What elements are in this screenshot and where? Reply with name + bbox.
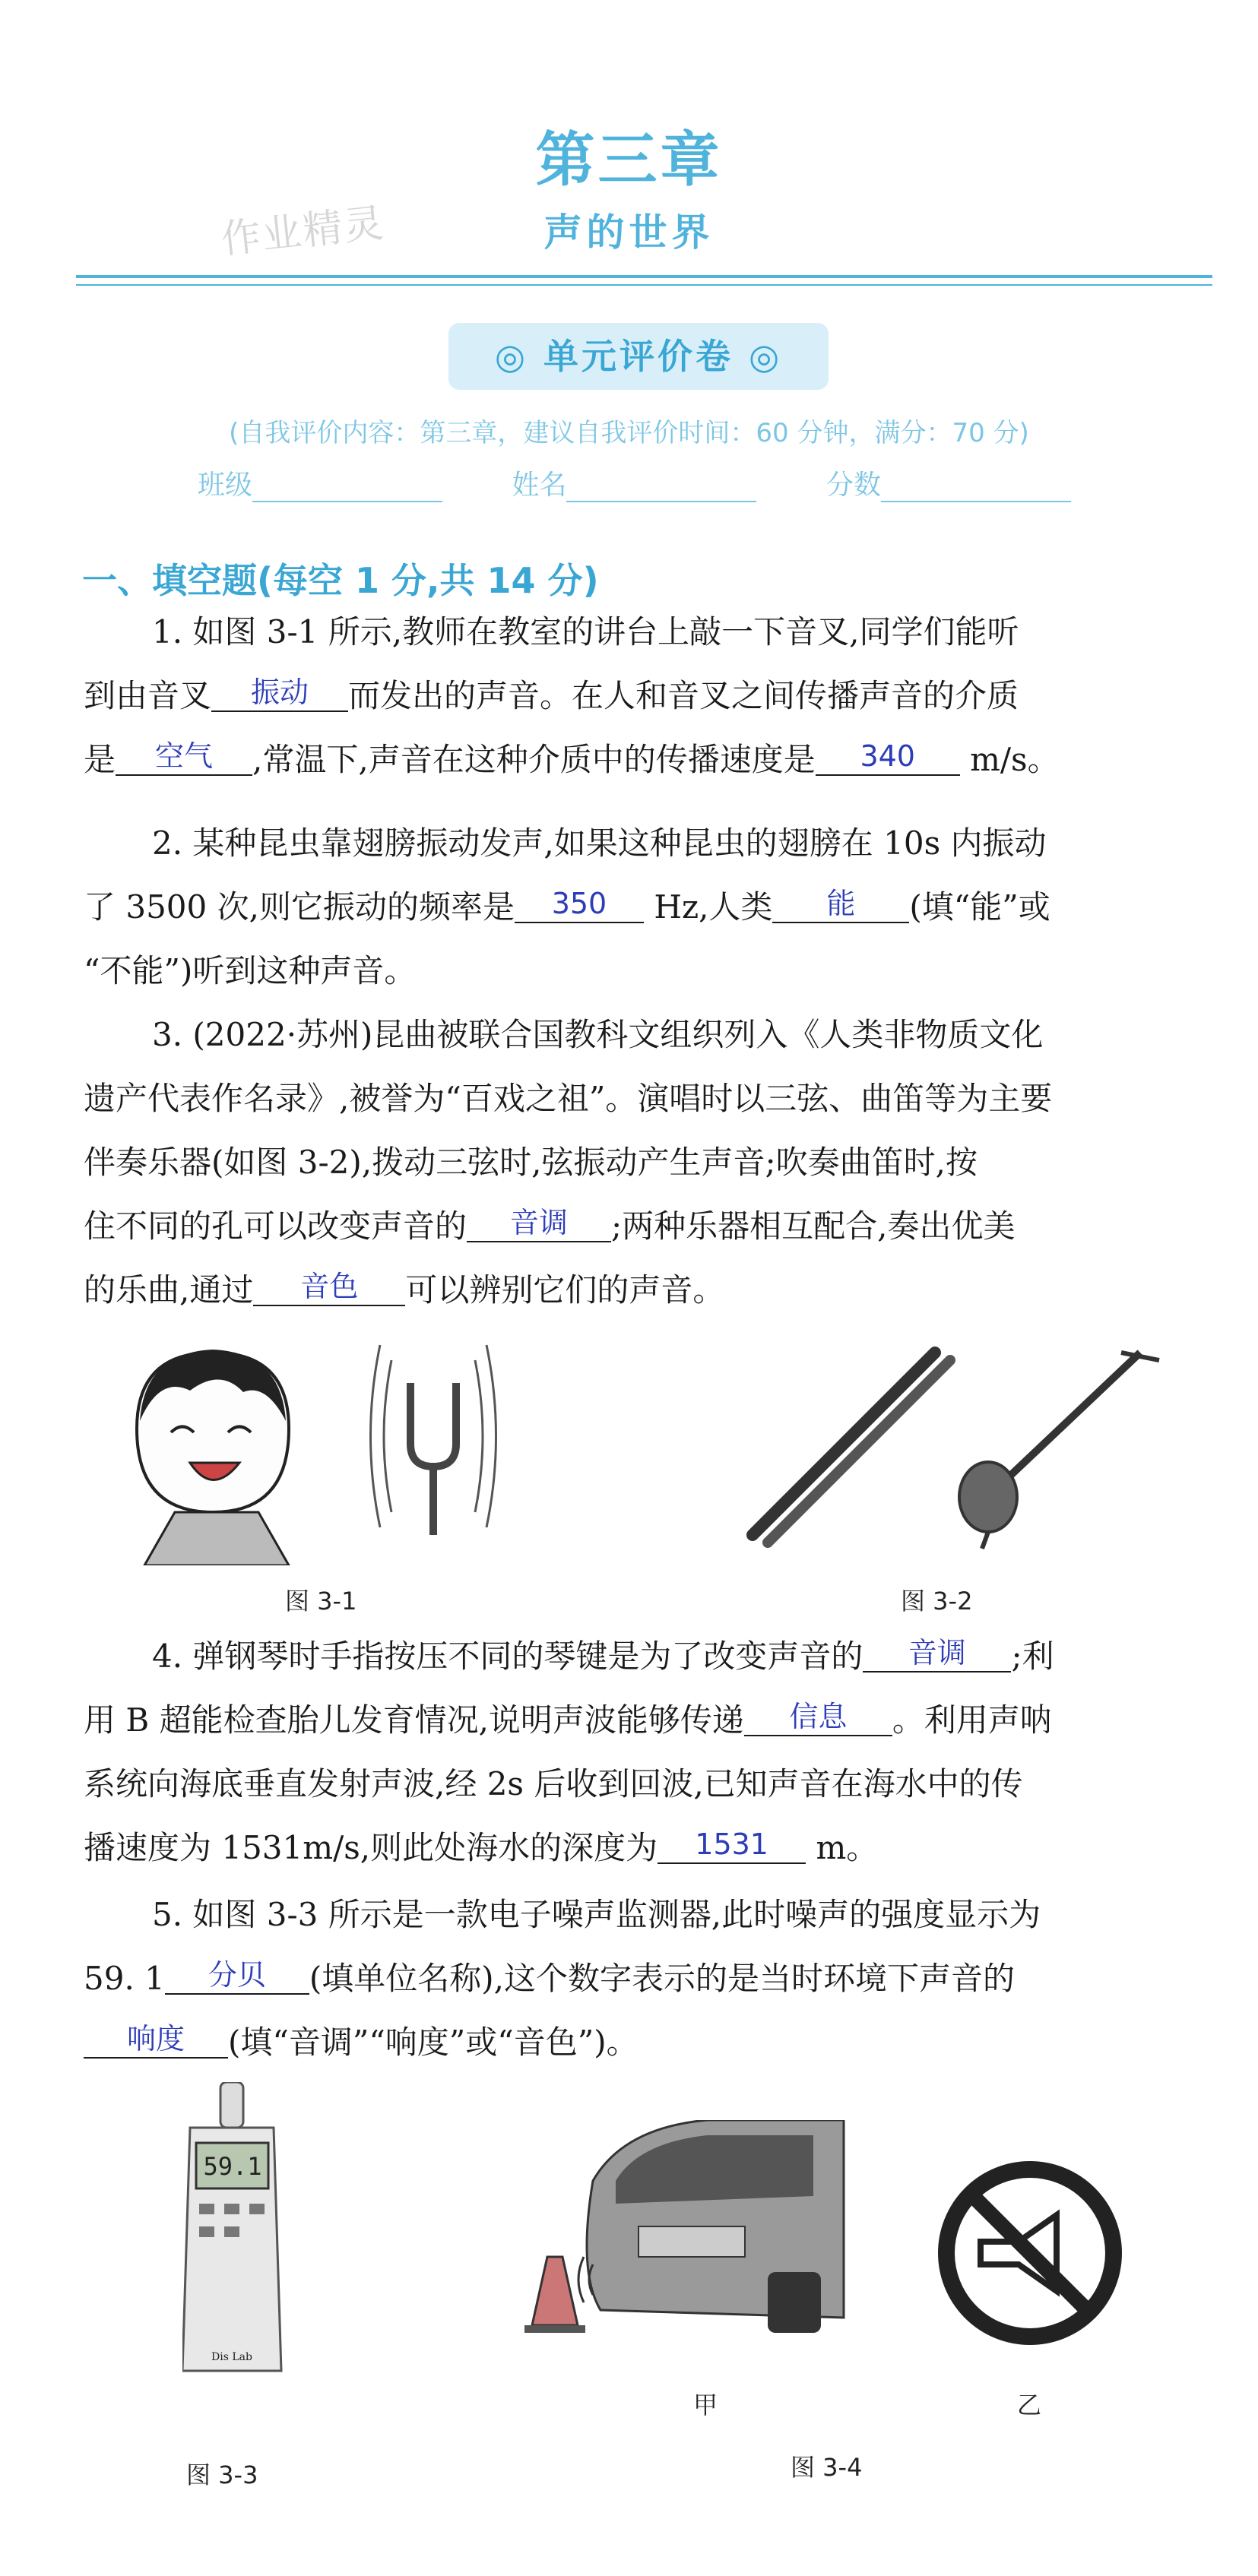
figure-3-4-caption: 图 3-4	[791, 2453, 863, 2482]
score-blank[interactable]	[881, 475, 1071, 502]
figure-3-4-car-illustration	[524, 2120, 851, 2348]
evaluation-note: (自我评价内容：第三章，建议自我评价时间：60 分钟，满分：70 分)	[229, 418, 1029, 448]
name-label: 姓名	[512, 470, 567, 501]
watermark: 作业精灵	[219, 200, 388, 264]
figure-3-3-illustration	[182, 2082, 289, 2378]
section-banner: ◎ 单元评价卷 ◎	[448, 323, 829, 390]
noise-meter-brand: Dis Lab	[211, 2351, 252, 2363]
student-info-fields	[198, 464, 1132, 502]
header-rule	[76, 275, 1212, 278]
class-label: 班级	[198, 470, 253, 501]
figure-3-2-caption: 图 3-2	[901, 1587, 973, 1616]
child-face-icon	[137, 1350, 289, 1565]
tuning-fork-icon	[371, 1345, 496, 1535]
answer-blank: 音调	[863, 1635, 1011, 1673]
question-4: 4. 弹钢琴时手指按压不同的琴键是为了改变声音的 音调 ;利 用 B 超能检查胎儿发育情况,说明声波能够传递 信息 。利用声呐 系统向海底垂直发射声波,经 2s 后收到回波,已知声音在海水中的传 播速度为 1531m/s,则此处海水的深度为 1531 m。	[84, 1636, 1054, 1866]
answer-blank: 信息	[744, 1698, 892, 1736]
answer-blank: 音调	[467, 1204, 611, 1242]
chapter-subtitle: 声的世界	[543, 210, 715, 255]
traffic-cone-icon	[524, 2257, 585, 2333]
header-rule-thin	[76, 284, 1212, 286]
sanxian-icon	[959, 1353, 1159, 1549]
noise-meter-display: 59.1	[203, 2152, 262, 2181]
answer-blank: 音色	[253, 1268, 405, 1306]
figure-3-4-label-a: 甲	[693, 2391, 718, 2419]
question-3: 3. (2022·苏州)昆曲被联合国教科文组织列入《人类非物质文化 遗产代表作名录》,被誉为“百戏之祖”。演唱时以三弦、曲笛等为主要 伴奏乐器(如图 3-2),拨动三弦时,弦振动产生声音;吹奏曲笛时,按 住不同的孔可以改变声音的 音调 ;两种乐器相互配合,奏出优美 的乐曲,通过 音色 可以辨别它们的声音。	[84, 1016, 1053, 1309]
answer-blank: 分贝	[165, 1957, 309, 1995]
figure-3-2-illustration	[745, 1337, 1171, 1550]
figure-3-4-label-b: 乙	[1017, 2391, 1042, 2419]
figure-3-1-caption: 图 3-1	[285, 1587, 357, 1616]
answer-blank: 能	[772, 885, 909, 923]
figure-3-4-sign-illustration	[935, 2158, 1125, 2348]
question-1: 1. 如图 3-1 所示,教师在教室的讲台上敲一下音叉,同学们能听 到由音叉 振动 而发出的声音。在人和音叉之间传播声音的介质 是 空气 ,常温下,声音在这种介质中的传播速度是 340 m/s。	[84, 613, 1060, 778]
question-2: 2. 某种昆虫靠翅膀振动发声,如果这种昆虫的翅膀在 10s 内振动 了 3500 次,则它振动的频率是 350 Hz,人类 能 (填“能”或 “不能”)听到这种声音。	[84, 824, 1050, 989]
answer-blank: 空气	[116, 738, 252, 776]
answer-blank: 340	[816, 738, 960, 776]
question-5: 5. 如图 3-3 所示是一款电子噪声监测器,此时噪声的强度显示为 59. 1 分贝 (填单位名称),这个数字表示的是当时环境下声音的 响度 (填“音调”“响度”或“音色”)。	[84, 1896, 1041, 2061]
figure-3-1-illustration	[129, 1322, 524, 1565]
noise-meter-icon	[182, 2082, 281, 2371]
no-horn-sign-icon	[946, 2169, 1114, 2337]
answer-blank: 1531	[658, 1826, 806, 1864]
flute-icon	[753, 1353, 950, 1543]
car-rear-icon	[587, 2120, 844, 2333]
figure-3-3-caption: 图 3-3	[186, 2460, 258, 2489]
chapter-title: 第三章	[535, 126, 723, 195]
score-label: 分数	[825, 470, 881, 501]
answer-blank: 350	[515, 885, 644, 923]
class-blank[interactable]	[252, 475, 442, 502]
answer-blank: 振动	[211, 674, 348, 712]
answer-blank: 响度	[84, 2021, 228, 2059]
section-heading: 一、填空题(每空 1 分,共 14 分)	[82, 560, 599, 601]
name-blank[interactable]	[566, 475, 756, 502]
